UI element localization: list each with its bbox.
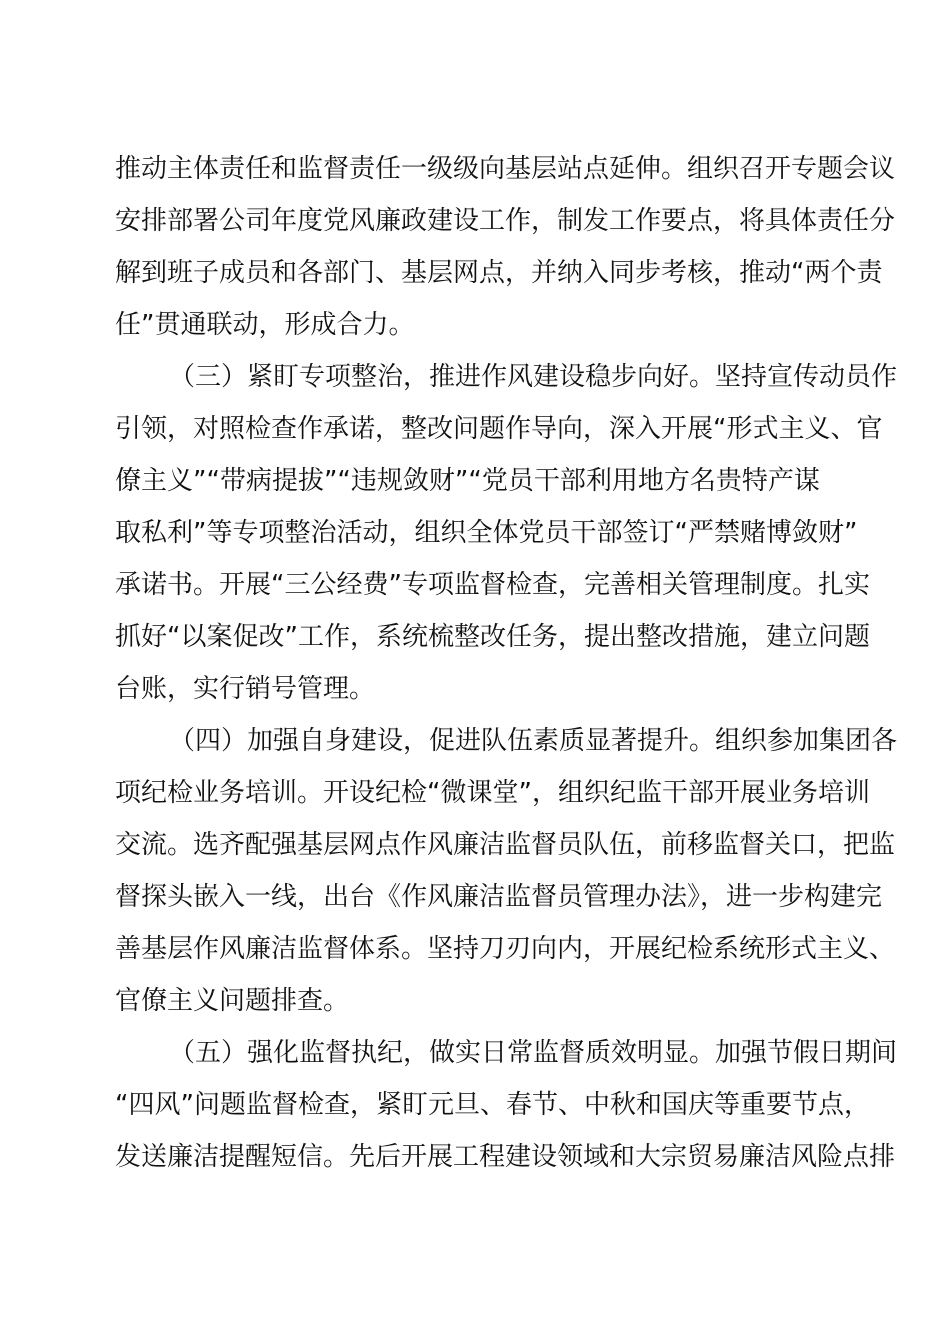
text-line: 善基层作风廉洁监督体系。坚持刀刃向内，开展纪检系统形式主义、 [115,934,896,964]
text-line: 安排部署公司年度党风廉政建设工作，制发工作要点，将具体责任分 [115,206,896,236]
text-line: 督探头嵌入一线，出台《作风廉洁监督员管理办法》，进一步构建完 [115,882,883,912]
text-line: 任”贯通联动，形成合力。 [115,310,415,340]
text-line: 推动主体责任和监督责任一级级向基层站点延伸。组织召开专题会议 [115,154,896,184]
text-line: 引领，对照检查作承诺，整改问题作导向，深入开展“形式主义、官 [115,414,883,444]
text-line: 承诺书。开展“三公经费”专项监督检查，完善相关管理制度。扎实 [115,570,870,600]
text-line: 发送廉洁提醒短信。先后开展工程建设领域和大宗贸易廉洁风险点排 [115,1142,896,1172]
text-line: 交流。选齐配强基层网点作风廉洁监督员队伍，前移监督关口，把监 [115,830,896,860]
text-line: 取私利”等专项整治活动，组织全体党员干部签订“严禁赌博敛财” [115,518,858,548]
section-heading-three: （三）紧盯专项整治，推进作风建设稳步向好。坚持宣传动员作 [169,362,898,392]
text-line: 项纪检业务培训。开设纪检“微课堂”，组织纪监干部开展业务培训 [115,778,870,808]
text-line: “四风”问题监督检查，紧盯元旦、春节、中秋和国庆等重要节点， [115,1090,870,1120]
text-line: 台账，实行销号管理。 [115,674,376,704]
text-line: 抓好“以案促改”工作，系统梳整改任务，提出整改措施，建立问题 [115,622,870,652]
text-line: 僚主义”“带病提拔”“违规敛财”“党员干部利用地方名贵特产谋 [115,466,820,496]
text-line: 官僚主义问题排查。 [115,986,350,1016]
text-line: 解到班子成员和各部门、基层网点，并纳入同步考核，推动“两个责 [115,258,883,288]
section-heading-four: （四）加强自身建设，促进队伍素质显著提升。组织参加集团各 [169,726,898,756]
section-heading-five: （五）强化监督执纪，做实日常监督质效明显。加强节假日期间 [169,1038,898,1068]
